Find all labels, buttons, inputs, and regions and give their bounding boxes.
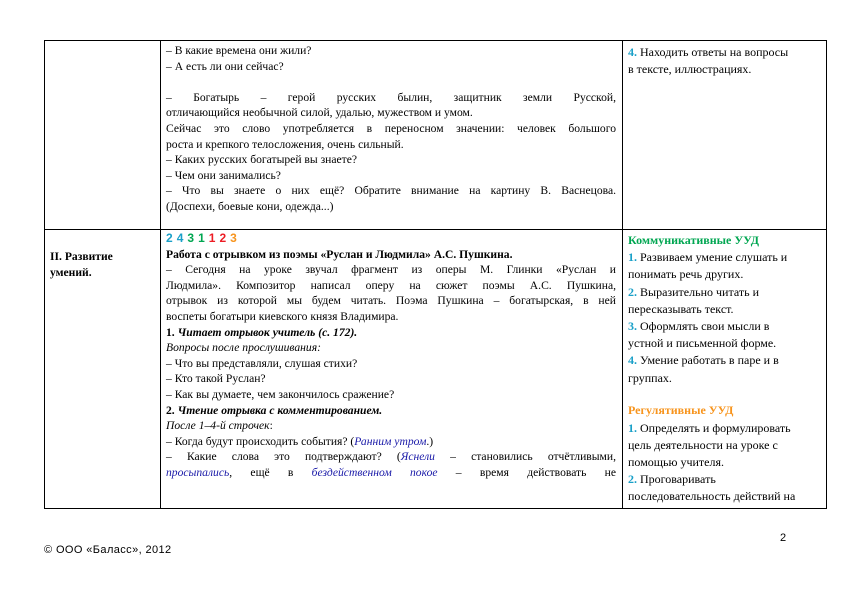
- section-title: Работа с отрывком из поэмы «Руслан и Людмила» А.С. Пушкина.: [166, 247, 513, 261]
- text-line: – Каких русских богатырей вы знаете?: [166, 153, 358, 167]
- question-line: – Что вы представляли, слушая стихи?: [166, 356, 358, 370]
- stage-title-line: умений.: [50, 265, 92, 279]
- table-border-left: [44, 40, 45, 508]
- question-line: – Кто такой Руслан?: [166, 372, 266, 386]
- stage-title-line: II. Развитие: [50, 250, 113, 263]
- uud-digit: 3: [230, 231, 237, 245]
- uud-digit: 2: [166, 231, 173, 245]
- table-border-col1: [160, 40, 161, 508]
- uud-number: 1.: [628, 420, 637, 435]
- communicative-uud-heading: Коммуникативные УУД: [628, 233, 760, 247]
- uud-text: Определять и формулировать: [640, 420, 791, 435]
- lines-heading-colon: :: [269, 419, 273, 433]
- uud-number: 4.: [628, 45, 637, 59]
- row2-content-cell: [166, 231, 616, 481]
- blank-line: [628, 387, 822, 403]
- uud-text: пересказывать текст.: [628, 301, 734, 316]
- table-row-divider: [44, 229, 827, 230]
- uud-text: понимать речь других.: [628, 267, 744, 282]
- uud-item-line: [628, 352, 822, 369]
- uud-number: 4.: [628, 353, 637, 368]
- uud-text: устной и письменной форме.: [628, 336, 777, 351]
- uud-digit: 2: [219, 231, 227, 245]
- regulatory-uud-heading: Регулятивные УУД: [628, 403, 734, 418]
- uud-text: Развиваем умение слушать и: [640, 250, 788, 265]
- uud-item-line: [628, 249, 822, 266]
- question-line: – Как вы думаете, чем закончилось сражение?: [166, 387, 395, 401]
- intro-line: отрывок из которой мы будем читать. Поэма Пушкина – богатырская, в ней: [166, 294, 616, 308]
- uud-item-line: [628, 437, 822, 454]
- uud-text: последовательность действий на: [628, 489, 796, 504]
- copyright-footer: © ООО «Баласс», 2012: [44, 544, 172, 556]
- question-text: – становились отчётливыми,: [434, 450, 616, 464]
- uud-digit: 1: [208, 231, 216, 245]
- question-text: – Когда будут происходить события? (: [166, 434, 355, 448]
- text-line: Сейчас это слово употребляется в переносном значении: человек большого: [166, 121, 616, 135]
- text-line: (Доспехи, боевые кони, одежда...): [166, 199, 334, 213]
- uud-item-line: [628, 301, 822, 318]
- text-line: – Что вы знаете о них ещё? Обратите внимание на картину В. Васнецова.: [166, 184, 616, 198]
- uud-digit: 4: [176, 231, 184, 245]
- question-text: , ещё в: [229, 465, 312, 479]
- step-number: 1.: [166, 325, 175, 339]
- uud-item-line: [628, 370, 822, 387]
- uud-text: в тексте, иллюстрациях.: [628, 62, 752, 77]
- questions-heading: Вопросы после прослушивания:: [166, 341, 321, 355]
- uud-item-line: [628, 471, 822, 488]
- lines-heading: После 1–4-й строчек: [166, 419, 270, 433]
- uud-text: Выразительно читать и: [640, 284, 760, 299]
- answer-word: просыпались: [166, 465, 230, 479]
- answer-word: Яснели: [400, 450, 435, 464]
- row2-uud-cell: [628, 232, 822, 506]
- stage-cell: [50, 249, 156, 280]
- uud-text: Умение работать в паре и в: [640, 353, 779, 368]
- text-line: роста и крепкого телосложения, очень сильный.: [166, 137, 404, 151]
- uud-item-line: [628, 284, 822, 301]
- page-number: 2: [780, 532, 787, 544]
- uud-item-line: [628, 335, 822, 352]
- text-line: отличающийся необычной силой, удалью, мужеством и умом.: [166, 106, 473, 120]
- uud-digit: 3: [187, 231, 195, 245]
- text-line: – Чем они занимались?: [166, 168, 281, 182]
- uud-item-line: [628, 488, 822, 505]
- uud-number: 2.: [628, 284, 637, 299]
- question-text: – Какие слова это подтверждают? (: [166, 450, 401, 464]
- uud-text: Проговаривать: [640, 472, 716, 487]
- text-line: – Богатырь – герой русских былин, защитник земли Русской,: [166, 90, 616, 104]
- uud-number: 3.: [628, 319, 637, 334]
- step-number: 2.: [166, 403, 175, 417]
- blank-line: [166, 74, 616, 90]
- uud-digit: 1: [198, 231, 205, 245]
- uud-text: группах.: [628, 370, 672, 385]
- answer-text: Ранним утром: [354, 434, 427, 448]
- question-text: – время действовать не: [437, 465, 617, 479]
- uud-number: 2.: [628, 472, 637, 487]
- uud-item-line: [628, 454, 822, 471]
- uud-item-line: [628, 318, 822, 335]
- intro-line: Людмила». Композитор написал оперу на сюжет поэмы А.С. Пушкина,: [166, 278, 616, 292]
- uud-digit-codes: [166, 231, 616, 247]
- uud-item-line: [628, 266, 822, 283]
- text-line: – В какие времена они жили?: [166, 44, 312, 57]
- intro-line: воспеты богатыри киевского князя Владимира.: [166, 309, 399, 323]
- uud-text: цель деятельности на уроке с: [628, 437, 778, 452]
- step-text: Читает отрывок учитель (с. 172).: [177, 325, 358, 339]
- table-border-top: [44, 40, 827, 41]
- uud-text: Находить ответы на вопросы: [640, 45, 789, 59]
- uud-number: 1.: [628, 250, 637, 265]
- table-border-right: [826, 40, 827, 508]
- table-border-col2: [622, 40, 623, 508]
- uud-text: помощью учителя.: [628, 455, 724, 470]
- uud-item-line: [628, 420, 822, 437]
- text-line: – А есть ли они сейчас?: [166, 59, 284, 73]
- step-text: Чтение отрывка с комментированием.: [177, 403, 383, 417]
- intro-line: – Сегодня на уроке звучал фрагмент из оперы М. Глинки «Руслан и: [166, 263, 616, 277]
- answer-word: бездейственном покое: [311, 465, 438, 479]
- row1-content-cell: [166, 43, 616, 215]
- question-text: .): [426, 434, 434, 448]
- table-border-bottom: [44, 508, 827, 509]
- uud-text: Оформлять свои мысли в: [640, 319, 770, 334]
- row1-uud-cell: [628, 44, 822, 78]
